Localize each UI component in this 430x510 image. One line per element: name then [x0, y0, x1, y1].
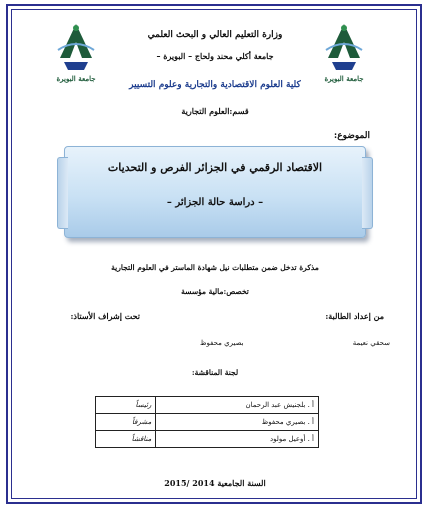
ministry-title: وزارة التعليم العالي و البحث العلمي [147, 30, 283, 40]
department-name: قسم:العلوم التجارية [181, 106, 249, 116]
names-row [200, 339, 390, 347]
university-logo-right [322, 20, 366, 76]
thesis-title: الاقتصاد الرقمي في الجزائر الفرص و التحديات [107, 161, 323, 174]
table-row [96, 431, 319, 448]
supervisor-label: تحت إشراف الأستاذ: [70, 311, 140, 321]
jury-name: أ . بصيري محفوظ [156, 414, 319, 431]
faculty-name: كلية العلوم الاقتصادية والتجارية وعلوم التسيير [129, 80, 301, 90]
jury-label: لجنة المناقشة: [191, 368, 239, 377]
jury-role: رئيساً [96, 397, 156, 414]
thesis-subtitle: – دراسة حالة الجزائر – [166, 197, 264, 208]
memo-statement: مذكرة تدخل ضمن متطلبات نيل شهادة الماستر في العلوم التجارية [111, 263, 319, 272]
subject-label: الموضوع: [333, 131, 370, 141]
table-row [96, 414, 319, 431]
jury-role: مناقشاً [96, 431, 156, 448]
specialization: تخصص:مالية مؤسسة [181, 287, 249, 296]
academic-year: السنة الجامعية 2014 /2015 [164, 478, 266, 488]
jury-name: أ . بلجنيش عبد الرحمان [156, 397, 319, 414]
prepared-by-label: من إعداد الطالبة: [325, 311, 384, 321]
jury-table [95, 396, 319, 448]
jury-role: مشرفاً [96, 414, 156, 431]
student-name: سحقي نعيمة [352, 339, 390, 347]
logo-caption-right: جامعة البويرة [324, 74, 364, 83]
supervisor-name: بصيري محفوظ [200, 339, 244, 347]
university-logo-left [54, 20, 98, 76]
logo-caption-left: جامعة البويرة [56, 74, 96, 83]
table-row [96, 397, 319, 414]
university-name: جامعة أكلي محند ولحاج – البويرة – [156, 51, 274, 61]
title-scroll-box [64, 146, 366, 238]
jury-name: أ . أوعيل مولود [156, 431, 319, 448]
